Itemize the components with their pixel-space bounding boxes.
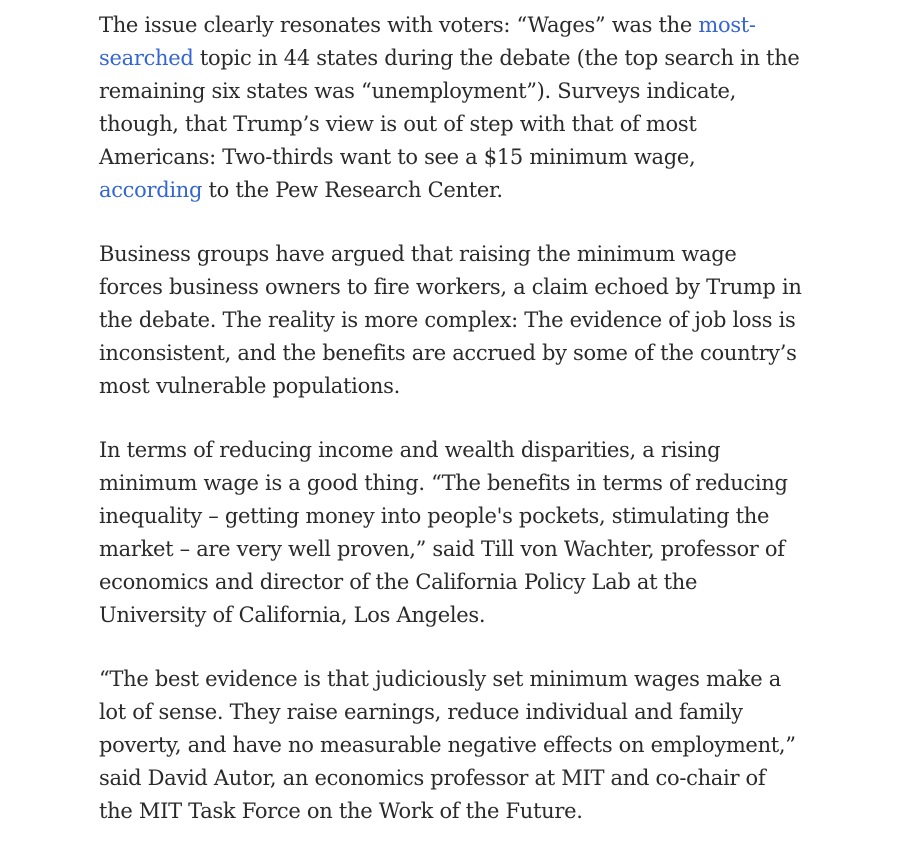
- paragraph-text: to the Pew Research Center.: [202, 178, 503, 202]
- paragraph-income-disparities: In terms of reducing income and wealth disparities, a rising minimum wage is a good thing. “The benefits in terms of reducing inequality – getting money into people's pockets, stimulating the market – are very well proven,” said Till von Wachter, professor of economics and director of the California Policy Lab at the University of California, Los Angeles.: [99, 438, 788, 627]
- paragraph-text: topic in 44 states during the debate (the top search in the remaining six states was “unemployment”). Surveys indicate, though, that Trump’s view is out of step with that of most Americans: Two-thirds want to see a $15 minimum wage,: [99, 46, 800, 169]
- according-link[interactable]: according: [99, 178, 203, 202]
- paragraph-autor-quote: “The best evidence is that judiciously set minimum wages make a lot of sense. They raise earnings, reduce individual and family poverty, and have no measurable negative effects on employment,” said David Autor, an economics professor at MIT and co-chair of the MIT Task Force on the Work of the Future.: [99, 667, 796, 823]
- paragraph-voters-wages: [99, 9, 803, 207]
- paragraph-business-groups: Business groups have argued that raising the minimum wage forces business owners to fire workers, a claim echoed by Trump in the debate. The reality is more complex: The evidence of job loss is inconsistent, and the benefits are accrued by some of the country’s most vulnerable populations.: [99, 242, 802, 398]
- article-body: [99, 9, 803, 859]
- paragraph-text: The issue clearly resonates with voters: “Wages” was the: [99, 13, 699, 37]
- most-searched-link[interactable]: most-searched: [99, 13, 756, 70]
